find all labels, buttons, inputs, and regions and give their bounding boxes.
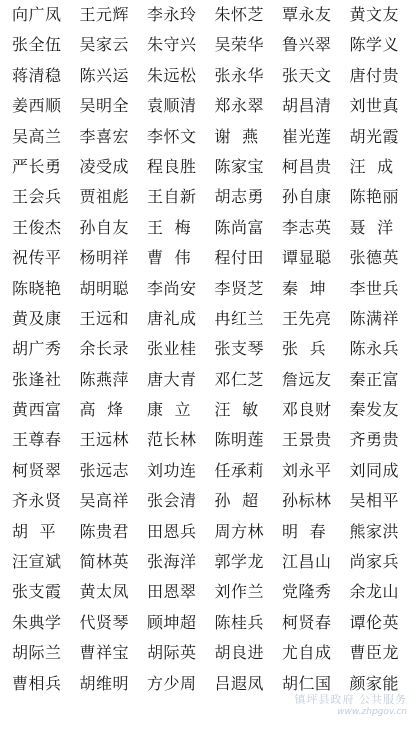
name-cell: 朱怀芝: [214, 5, 265, 24]
name-cell: 李贤芝: [214, 278, 265, 298]
watermark: [295, 694, 408, 718]
name-cell: 汪 成: [349, 156, 394, 176]
name-cell: 张支琴: [214, 339, 265, 359]
name-cell: 简林英: [79, 552, 130, 572]
name-cell: 吴家云: [79, 35, 130, 55]
name-cell: 鲁兴翠: [282, 35, 332, 55]
name-cell: 张永华: [214, 65, 265, 85]
name-cell: 曹祥宝: [79, 643, 130, 663]
name-cell: 凌受成: [79, 156, 130, 176]
name-cell: 张 兵: [282, 339, 327, 359]
name-cell: 胡广秀: [12, 339, 62, 359]
name-cell: 张天文: [282, 65, 332, 85]
name-cell: 陈家宝: [214, 156, 265, 176]
name-cell: 陈明莲: [214, 430, 265, 450]
name-cell: 任承莉: [214, 460, 265, 480]
name-cell: 孙自友: [79, 217, 130, 237]
name-cell: 冉红兰: [214, 308, 265, 328]
name-cell: 王先亮: [282, 308, 332, 328]
name-cell: 胡仁国: [282, 673, 332, 693]
name-cell: 陈满祥: [349, 308, 400, 328]
name-cell: 王远林: [79, 430, 130, 450]
name-cell: 刘功连: [147, 460, 197, 480]
name-cell: 柯贤翠: [12, 460, 62, 480]
name-cell: 朱典学: [12, 612, 62, 632]
name-cell: 张业桂: [147, 339, 197, 359]
name-cell: 方少周: [147, 673, 197, 693]
name-cell: 张会清: [147, 491, 197, 511]
name-cell: 柯昌贵: [282, 156, 332, 176]
name-cell: 李世兵: [349, 278, 400, 298]
name-cell: 朱远松: [147, 65, 197, 85]
name-cell: 曹相兵: [12, 673, 62, 693]
name-cell: 明 春: [282, 521, 327, 541]
name-cell: 刘作兰: [214, 582, 265, 602]
name-cell: 顾坤超: [147, 612, 197, 632]
name-cell: 汪 敏: [214, 400, 259, 420]
name-cell: 郑永翠: [214, 96, 265, 116]
name-cell: 刘同成: [349, 460, 400, 480]
name-cell: 曹臣龙: [349, 643, 400, 663]
name-cell: 孙自康: [282, 187, 332, 207]
name-cell: 尚家兵: [349, 552, 400, 572]
name-cell: 祝传平: [12, 248, 62, 268]
name-cell: 张支霞: [12, 582, 62, 602]
name-cell: 陈燕萍: [79, 369, 130, 389]
name-cell: 江昌山: [282, 552, 332, 572]
name-cell: 余长录: [79, 339, 130, 359]
name-cell: 唐付贵: [349, 65, 400, 85]
watermark-url: www.zhpgov.cn: [337, 707, 407, 717]
name-cell: 吴高祥: [79, 491, 130, 511]
name-cell: 田恩翠: [147, 582, 197, 602]
name-cell: 张远志: [79, 460, 130, 480]
name-cell: 汪宣斌: [12, 552, 62, 572]
name-cell: 胡维明: [79, 673, 130, 693]
name-cell: 熊家洪: [349, 521, 400, 541]
name-cell: 代贤琴: [79, 612, 130, 632]
name-cell: 杨明祥: [79, 248, 130, 268]
name-cell: 康 立: [147, 400, 192, 420]
name-cell: 贾祖彪: [79, 187, 130, 207]
name-cell: 覃永友: [282, 5, 332, 24]
name-cell: 胡良进: [214, 643, 265, 663]
name-cell: 聂 洋: [349, 217, 394, 237]
name-cell: 王俊杰: [12, 217, 62, 237]
name-cell: 黄及康: [12, 308, 62, 328]
name-cell: 胡 平: [12, 521, 57, 541]
name-cell: 邓仁芝: [214, 369, 265, 389]
name-cell: 陈尚富: [214, 217, 265, 237]
name-cell: 袁顺清: [147, 96, 197, 116]
name-cell: 王景贵: [282, 430, 332, 450]
name-cell: 刘世真: [349, 96, 400, 116]
name-cell: 黄太凤: [79, 582, 130, 602]
name-cell: 张逢社: [12, 369, 62, 389]
name-cell: 蒋清稳: [12, 65, 62, 85]
name-cell: 秦发友: [349, 400, 400, 420]
name-cell: 谭显聪: [282, 248, 332, 268]
name-cell: 严长勇: [12, 156, 62, 176]
name-cell: 孙 超: [214, 491, 259, 511]
name-cell: 胡明聪: [79, 278, 130, 298]
name-cell: 吴高兰: [12, 126, 62, 146]
name-cell: 胡志勇: [214, 187, 265, 207]
name-cell: 陈学义: [349, 35, 400, 55]
name-cell: 余龙山: [349, 582, 400, 602]
name-cell: 崔光莲: [282, 126, 332, 146]
name-cell: 王远和: [79, 308, 130, 328]
name-cell: 胡昌清: [282, 96, 332, 116]
name-cell: 周方林: [214, 521, 265, 541]
name-cell: 颜家能: [349, 673, 400, 693]
name-cell: 胡光霞: [349, 126, 400, 146]
name-cell: 张海洋: [147, 552, 197, 572]
name-cell: 高 烽: [79, 400, 124, 420]
name-cell: 王元辉: [79, 5, 130, 24]
name-cell: 李怀文: [147, 126, 197, 146]
name-cell: 黄西富: [12, 400, 62, 420]
name-cell: 向广凤: [12, 5, 62, 24]
name-cell: 吴相平: [349, 491, 400, 511]
name-cell: 吴荣华: [214, 35, 265, 55]
name-cell: 胡际英: [147, 643, 197, 663]
name-cell: 邓良财: [282, 400, 332, 420]
name-cell: 陈永兵: [349, 339, 400, 359]
name-cell: 党隆秀: [282, 582, 332, 602]
name-cell: 唐礼成: [147, 308, 197, 328]
name-cell: 王尊春: [12, 430, 62, 450]
name-cell: 李永玲: [147, 5, 197, 24]
names-table: [12, 0, 418, 699]
name-cell: 秦正富: [349, 369, 400, 389]
name-cell: 秦 坤: [282, 278, 327, 298]
name-cell: 程付田: [214, 248, 265, 268]
name-cell: 陈桂兵: [214, 612, 265, 632]
name-cell: 陈贵君: [79, 521, 130, 541]
name-cell: 李志英: [282, 217, 332, 237]
name-cell: 张德英: [349, 248, 400, 268]
name-cell: 田恩兵: [147, 521, 197, 541]
name-cell: 陈兴运: [79, 65, 130, 85]
name-cell: 郭学龙: [214, 552, 265, 572]
name-cell: 孙标林: [282, 491, 332, 511]
name-cell: 王 梅: [147, 217, 192, 237]
watermark-title: 镇坪县政府 公共服务: [294, 693, 407, 706]
name-cell: 柯贤春: [282, 612, 332, 632]
name-cell: 李喜宏: [79, 126, 130, 146]
name-cell: 詹远友: [282, 369, 332, 389]
name-cell: 朱守兴: [147, 35, 197, 55]
name-cell: 谭伦英: [349, 612, 400, 632]
name-cell: 陈晓艳: [12, 278, 62, 298]
name-cell: 齐永贤: [12, 491, 62, 511]
name-cell: 姜西顺: [12, 96, 62, 116]
name-cell: 吕遐凤: [214, 673, 265, 693]
name-cell: 王自新: [147, 187, 197, 207]
name-cell: 陈艳丽: [349, 187, 400, 207]
name-cell: 吴明全: [79, 96, 130, 116]
name-cell: 程良胜: [147, 156, 197, 176]
name-cell: 李尚安: [147, 278, 197, 298]
name-cell: 齐勇贵: [349, 430, 400, 450]
name-cell: 谢 燕: [214, 126, 259, 146]
name-cell: 张全伍: [12, 35, 62, 55]
name-cell: 王会兵: [12, 187, 62, 207]
name-cell: 曹 伟: [147, 248, 192, 268]
name-cell: 刘永平: [282, 460, 332, 480]
name-cell: 尤自成: [282, 643, 332, 663]
name-cell: 胡际兰: [12, 643, 62, 663]
name-cell: 范长林: [147, 430, 197, 450]
name-cell: 黄文友: [349, 5, 400, 24]
name-cell: 唐大青: [147, 369, 197, 389]
